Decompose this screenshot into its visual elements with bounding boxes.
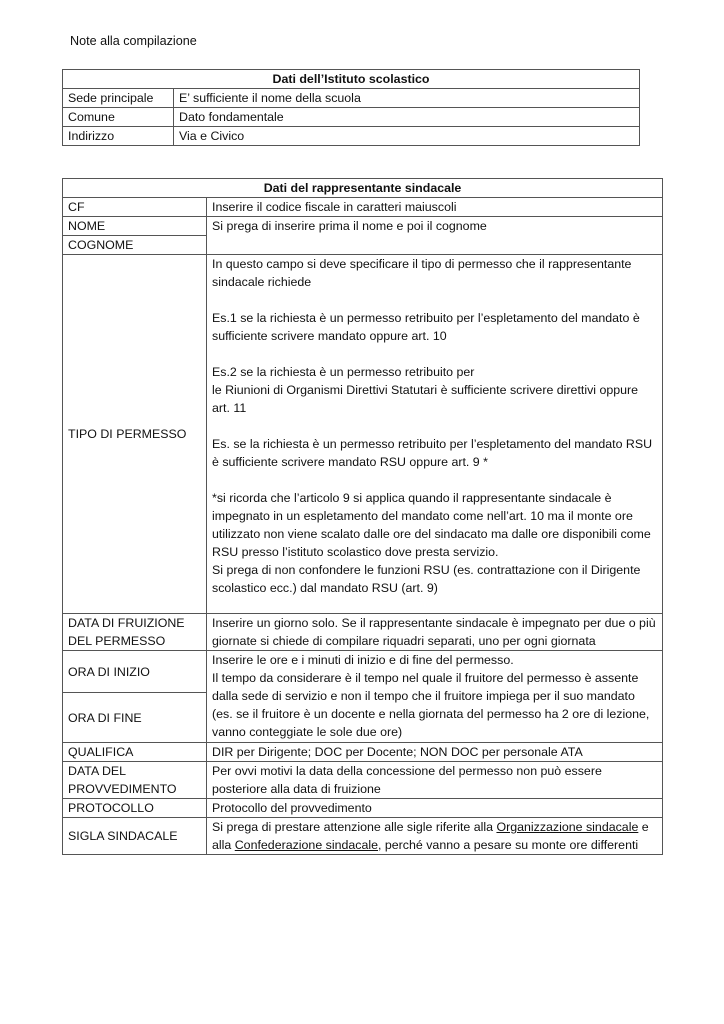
protocollo-label: PROTOCOLLO [63,799,207,818]
ora-fine-label: ORA DI FINE [63,693,207,743]
protocollo-value: Protocollo del provvedimento [207,799,663,818]
comune-label: Comune [63,108,174,127]
cognome-label: COGNOME [63,236,207,255]
sigla-text-1: Si prega di prestare attenzione alle sigle riferite alla [212,820,497,834]
table-row [63,217,663,236]
table-row [63,651,663,693]
data-fruizione-label: DATA DI FRUIZIONE DEL PERMESSO [63,614,207,651]
ora-note-line1: Inserire le ore e i minuti di inizio e di fine del permesso. [212,653,514,667]
sigla-label: SIGLA SINDACALE [63,818,207,855]
tipo-example-3: Es. se la richiesta è un permesso retribuito per l’espletamento del mandato RSU è sufficiente scrivere mandato RSU oppure art. 9 * [212,437,653,469]
table-row [63,198,663,217]
table-row [63,108,640,127]
table-row [63,762,663,799]
tipo-note: *si ricorda che l’articolo 9 si applica quando il rappresentante sindacale è impegnato in un espletamento del mandato come nell’art. 10 ma il monte ore utilizzato non viene scalato dalle ore del sindacato ma dalle ore disponibili come RSU presso l’istituto scolastico dove presta servizio. [212,491,651,559]
table-row [63,127,640,146]
tipo-note-2: Si prega di non confondere le funzioni RSU (es. contrattazione con il Dirigente scolastico ecc.) dal mandato RSU (art. 9) [212,563,641,595]
nome-label: NOME [63,217,207,236]
table-row [63,743,663,762]
data-provv-value: Per ovvi motivi la data della concessione del permesso non può essere posteriore alla data di fruizione [207,762,663,799]
table-header-row [63,179,663,198]
ora-inizio-label: ORA DI INIZIO [63,651,207,693]
table-row [63,799,663,818]
organizzazione-sindacale: Organizzazione sindacale [496,820,639,834]
ora-note-line2: Il tempo da considerare è il tempo nel quale il fruitore del permesso è assente dalla sede di servizio e non il tempo che il fruitore impiega per il suo mandato (es. se il fruitore è un docente e nella giornata del permesso ha 2 ore di lezione, vanno conteggiate le sole due ore) [212,671,650,739]
tipo-example-2 [212,363,657,417]
rappresentante-header: Dati del rappresentante sindacale [63,179,663,198]
rappresentante-table [62,178,663,855]
table-header-row [63,70,640,89]
tipo-intro: In questo campo si deve specificare il tipo di permesso che il rappresentante sindacale richiede [212,257,632,289]
indirizzo-label: Indirizzo [63,127,174,146]
tipo-example-1: Es.1 se la richiesta è un permesso retribuito per l’espletamento del mandato è sufficiente scrivere mandato oppure art. 10 [212,311,640,343]
sigla-text-3: , perché vanno a pesare su monte ore differenti [378,838,639,852]
table-row [63,614,663,651]
page-title: Note alla compilazione [70,34,197,48]
table-row [63,818,663,855]
data-provv-label: DATA DEL PROVVEDIMENTO [63,762,207,799]
table-row [63,89,640,108]
tipo-value [207,255,663,614]
table-row [63,255,663,614]
comune-value: Dato fondamentale [174,108,640,127]
indirizzo-value: Via e Civico [174,127,640,146]
tipo-example-2a: Es.2 se la richiesta è un permesso retribuito per [212,365,475,379]
sede-label: Sede principale [63,89,174,108]
cf-label: CF [63,198,207,217]
sigla-text-2: e alla [212,820,649,852]
qualifica-value: DIR per Dirigente; DOC per Docente; NON DOC per personale ATA [207,743,663,762]
istituto-header: Dati dell’Istituto scolastico [63,70,640,89]
nome-value: Si prega di inserire prima il nome e poi il cognome [207,217,663,255]
qualifica-label: QUALIFICA [63,743,207,762]
tipo-label: TIPO DI PERMESSO [63,255,207,614]
tipo-example-2b: le Riunioni di Organismi Direttivi Statutari è sufficiente scrivere direttivi oppure art. 11 [212,383,639,415]
istituto-table [62,69,640,146]
sede-value: E’ sufficiente il nome della scuola [174,89,640,108]
sigla-value [207,818,663,855]
cf-value: Inserire il codice fiscale in caratteri maiuscoli [207,198,663,217]
ora-note [207,651,663,743]
data-fruizione-value: Inserire un giorno solo. Se il rappresentante sindacale è impegnato per due o più giornate si chiede di compilare riquadri separati, uno per ogni giornata [207,614,663,651]
confederazione-sindacale: Confederazione sindacale [234,838,379,852]
